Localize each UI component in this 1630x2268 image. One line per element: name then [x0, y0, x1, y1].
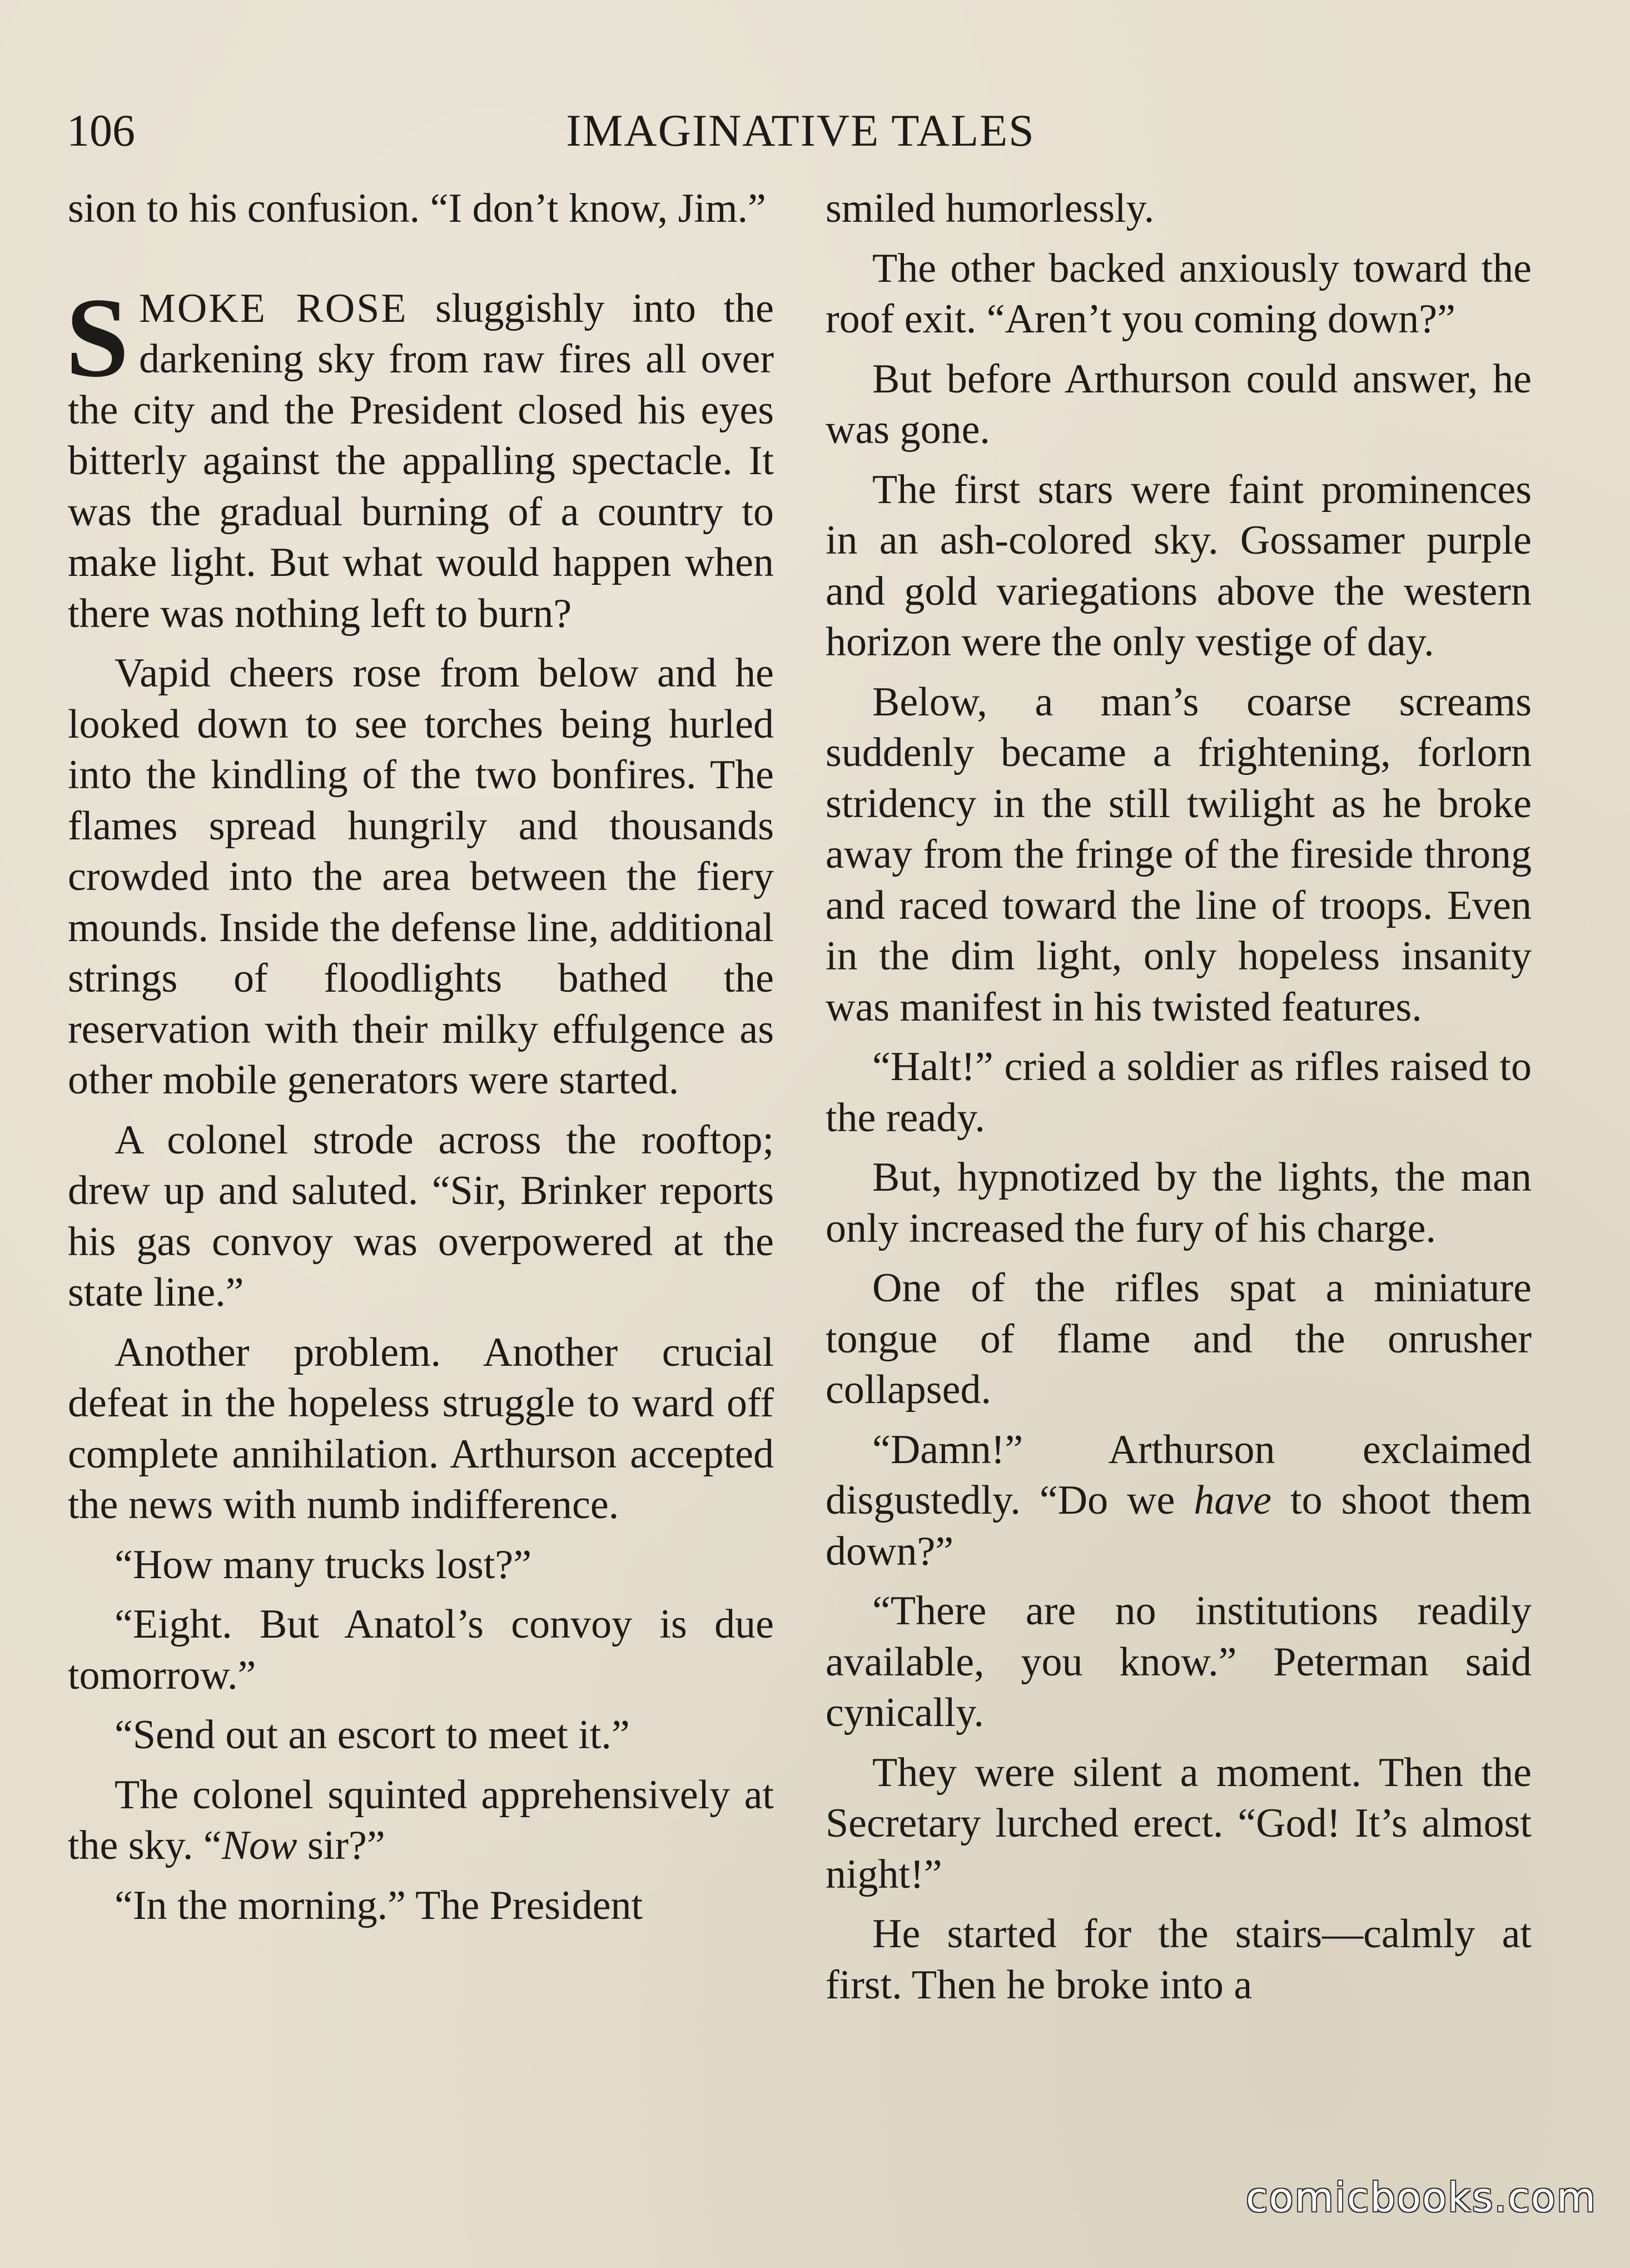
paragraph: They were silent a moment. Then the Secretary lurched erect. “God! It’s almost night!”: [826, 1749, 1532, 1897]
paragraph-text: to shoot them down?”: [826, 1478, 1532, 1574]
paragraph: “How many trucks lost?”: [115, 1541, 532, 1588]
paragraph: The other backed anxiously toward the roof exit. “Aren’t you coming down?”: [826, 245, 1532, 342]
paragraph: smiled humorlessly.: [826, 186, 1155, 231]
paragraph: Another problem. Another crucial defeat in the hopeless struggle to ward off complete annihilation. Arthurson accepted the news with numb indifference.: [68, 1329, 774, 1528]
paragraph-text: “Damn!” Arthurson exclaimed disgustedly. “Do we: [826, 1426, 1532, 1523]
drop-cap-paragraph: [66, 274, 774, 640]
paragraph: [826, 1425, 1532, 1578]
running-title: IMAGINATIVE TALES: [566, 105, 1035, 156]
page-header: [67, 97, 1568, 164]
watermark: comicbooks.com: [1245, 2174, 1597, 2221]
paragraph: But, hypnotized by the lights, the man only increased the fury of his charge.: [826, 1155, 1532, 1251]
paragraph: “Halt!” cried a soldier as rifles raised to the ready.: [826, 1044, 1532, 1141]
paragraph-text: sluggishly into the darkening sky from raw fires all over the city and the President closed his eyes bitterly against the appalling spectacle. It was the gradual burning of a country to make light. But what would happen when there was nothing left to burn?: [68, 285, 774, 636]
paragraph: A colonel strode across the rooftop; drew up and saluted. “Sir, Brinker reports his gas convoy was overpowered at the state line.”: [68, 1117, 774, 1315]
page-number: 106: [67, 105, 135, 156]
paragraph-text: The colonel squinted apprehensively at the sky. “: [68, 1772, 774, 1868]
right-column: [826, 183, 1532, 2020]
italic-word: Now: [221, 1823, 297, 1868]
paragraph: “Send out an escort to meet it.”: [115, 1712, 630, 1758]
paragraph: “Eight. But Anatol’s convoy is due tomorrow.”: [68, 1601, 774, 1698]
small-caps-lead: MOKE ROSE: [139, 285, 408, 331]
paragraph: sion to his confusion. “I don’t know, Jim.”: [68, 186, 766, 231]
italic-word: have: [1194, 1478, 1272, 1523]
paragraph: He started for the stairs—calmly at first. Then he broke into a: [826, 1911, 1532, 2008]
left-column: [68, 183, 774, 1940]
paragraph: [68, 1770, 774, 1872]
drop-cap: S: [66, 274, 130, 401]
paragraph: The first stars were faint prominences in an ash-colored sky. Gossamer purple and gold variegations above the western horizon were the only vestige of day.: [826, 466, 1532, 665]
paragraph: One of the rifles spat a miniature tongue of flame and the onrusher collapsed.: [826, 1265, 1532, 1412]
paragraph: Vapid cheers rose from below and he looked down to see torches being hurled into the kindling of the two bonfires. The flames spread hungrily and thousands crowded into the area between the fiery mounds. Inside the defense line, additional strings of floodlights bathed the reservation with their milky effulgence as other mobile generators were started.: [68, 650, 774, 1103]
paragraph: Below, a man’s coarse screams suddenly became a frightening, forlorn stridency in the still twilight as he broke away from the fringe of the fireside throng and raced toward the line of troops. Even in the dim light, only hopeless insanity was manifest in his twisted features.: [826, 679, 1532, 1030]
paragraph-text: sir?”: [297, 1823, 385, 1868]
paragraph: “There are no institutions readily available, you know.” Peterman said cynically.: [826, 1588, 1532, 1735]
paragraph: But before Arthurson could answer, he was gone.: [826, 356, 1532, 452]
paragraph: “In the morning.” The President: [115, 1882, 643, 1928]
